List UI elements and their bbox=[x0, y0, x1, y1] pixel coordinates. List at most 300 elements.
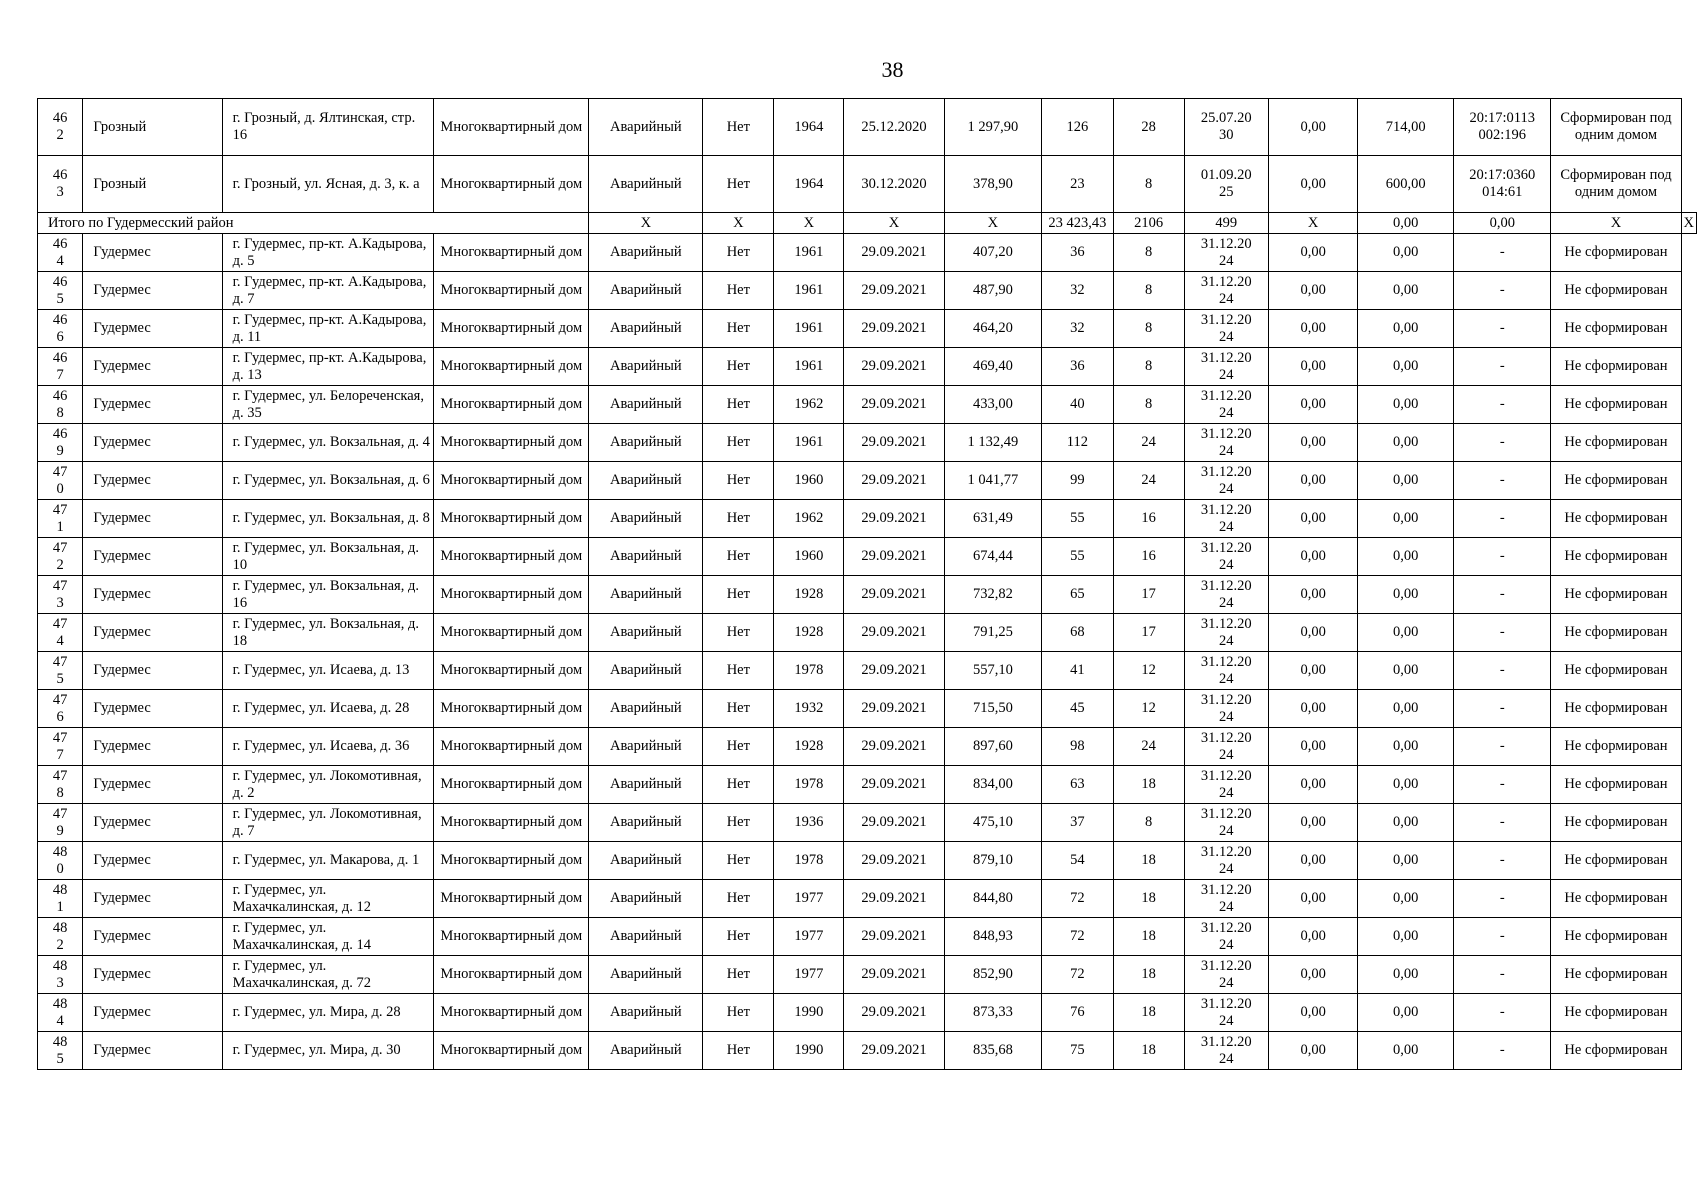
apartments-cell: 24 bbox=[1113, 424, 1184, 462]
building-type-cell: Многоквартирный дом bbox=[434, 99, 589, 156]
table-row bbox=[38, 156, 1697, 213]
table-row bbox=[38, 272, 1697, 310]
area-cell: 433,00 bbox=[944, 386, 1042, 424]
planned-removal-cell: Нет bbox=[703, 652, 774, 690]
land-status-cell: Не сформирован bbox=[1551, 842, 1681, 880]
table-row bbox=[38, 424, 1697, 462]
cost-a-cell: 0,00 bbox=[1268, 156, 1358, 213]
building-type-cell: Многоквартирный дом bbox=[434, 652, 589, 690]
planned-removal-cell: Нет bbox=[703, 538, 774, 576]
total-cell: 23 423,43 bbox=[1042, 213, 1113, 234]
cadastral-number-cell: - bbox=[1454, 234, 1551, 272]
residents-cell: 72 bbox=[1042, 880, 1113, 918]
cost-b-cell: 0,00 bbox=[1358, 462, 1454, 500]
residents-cell: 36 bbox=[1042, 234, 1113, 272]
recognition-date-cell: 29.09.2021 bbox=[844, 918, 944, 956]
cadastral-number-cell: - bbox=[1454, 310, 1551, 348]
land-status-cell: Не сформирован bbox=[1551, 690, 1681, 728]
planned-removal-cell: Нет bbox=[703, 1032, 774, 1070]
recognition-date-cell: 29.09.2021 bbox=[844, 994, 944, 1032]
residents-cell: 45 bbox=[1042, 690, 1113, 728]
municipality-cell: Гудермес bbox=[83, 310, 222, 348]
condition-cell: Аварийный bbox=[589, 918, 703, 956]
table-row bbox=[38, 576, 1697, 614]
resettlement-date-cell: 31.12.20 24 bbox=[1184, 728, 1268, 766]
cost-a-cell: 0,00 bbox=[1268, 462, 1358, 500]
table-row bbox=[38, 500, 1697, 538]
area-cell: 897,60 bbox=[944, 728, 1042, 766]
resettlement-date-cell: 01.09.20 25 bbox=[1184, 156, 1268, 213]
recognition-date-cell: 29.09.2021 bbox=[844, 880, 944, 918]
residents-cell: 75 bbox=[1042, 1032, 1113, 1070]
cost-b-cell: 0,00 bbox=[1358, 272, 1454, 310]
condition-cell: Аварийный bbox=[589, 386, 703, 424]
cost-b-cell: 0,00 bbox=[1358, 918, 1454, 956]
building-type-cell: Многоквартирный дом bbox=[434, 690, 589, 728]
area-cell: 879,10 bbox=[944, 842, 1042, 880]
cadastral-number-cell: - bbox=[1454, 386, 1551, 424]
municipality-cell: Гудермес bbox=[83, 272, 222, 310]
cadastral-number-cell: - bbox=[1454, 500, 1551, 538]
total-cell: Х bbox=[944, 213, 1042, 234]
area-cell: 464,20 bbox=[944, 310, 1042, 348]
area-cell: 1 297,90 bbox=[944, 99, 1042, 156]
land-status-cell: Не сформирован bbox=[1551, 614, 1681, 652]
district-total-group bbox=[38, 213, 1697, 234]
build-year-cell: 1961 bbox=[774, 310, 844, 348]
build-year-cell: 1928 bbox=[774, 728, 844, 766]
cadastral-number-cell: - bbox=[1454, 766, 1551, 804]
resettlement-date-cell: 31.12.20 24 bbox=[1184, 956, 1268, 994]
residents-cell: 55 bbox=[1042, 500, 1113, 538]
table-row bbox=[38, 994, 1697, 1032]
cost-a-cell: 0,00 bbox=[1268, 576, 1358, 614]
residents-cell: 68 bbox=[1042, 614, 1113, 652]
table-row bbox=[38, 614, 1697, 652]
cost-b-cell: 0,00 bbox=[1358, 766, 1454, 804]
table-row bbox=[38, 386, 1697, 424]
recognition-date-cell: 29.09.2021 bbox=[844, 424, 944, 462]
cadastral-number-cell: - bbox=[1454, 348, 1551, 386]
row-number-cell: 47 4 bbox=[38, 614, 83, 652]
building-type-cell: Многоквартирный дом bbox=[434, 386, 589, 424]
resettlement-date-cell: 31.12.20 24 bbox=[1184, 424, 1268, 462]
address-cell: г. Гудермес, ул. Вокзальная, д. 4 bbox=[222, 424, 434, 462]
municipality-cell: Гудермес bbox=[83, 1032, 222, 1070]
municipality-cell: Гудермес bbox=[83, 880, 222, 918]
build-year-cell: 1961 bbox=[774, 234, 844, 272]
row-number-cell: 47 8 bbox=[38, 766, 83, 804]
resettlement-date-cell: 31.12.20 24 bbox=[1184, 310, 1268, 348]
municipality-cell: Гудермес bbox=[83, 386, 222, 424]
residents-cell: 72 bbox=[1042, 956, 1113, 994]
residents-cell: 41 bbox=[1042, 652, 1113, 690]
apartments-cell: 18 bbox=[1113, 956, 1184, 994]
planned-removal-cell: Нет bbox=[703, 156, 774, 213]
row-number-cell: 47 7 bbox=[38, 728, 83, 766]
land-status-cell: Не сформирован bbox=[1551, 538, 1681, 576]
resettlement-date-cell: 31.12.20 24 bbox=[1184, 462, 1268, 500]
municipality-cell: Гудермес bbox=[83, 918, 222, 956]
row-number-cell: 47 0 bbox=[38, 462, 83, 500]
cadastral-number-cell: - bbox=[1454, 728, 1551, 766]
municipality-cell: Гудермес bbox=[83, 652, 222, 690]
planned-removal-cell: Нет bbox=[703, 994, 774, 1032]
cost-a-cell: 0,00 bbox=[1268, 272, 1358, 310]
cadastral-number-cell: - bbox=[1454, 424, 1551, 462]
planned-removal-cell: Нет bbox=[703, 842, 774, 880]
apartments-cell: 8 bbox=[1113, 348, 1184, 386]
condition-cell: Аварийный bbox=[589, 576, 703, 614]
municipality-cell: Гудермес bbox=[83, 842, 222, 880]
municipality-cell: Гудермес bbox=[83, 690, 222, 728]
resettlement-date-cell: 31.12.20 24 bbox=[1184, 234, 1268, 272]
land-status-cell: Сформирован под одним домом bbox=[1551, 156, 1681, 213]
recognition-date-cell: 29.09.2021 bbox=[844, 690, 944, 728]
apartments-cell: 16 bbox=[1113, 538, 1184, 576]
resettlement-date-cell: 31.12.20 24 bbox=[1184, 652, 1268, 690]
land-status-cell: Не сформирован bbox=[1551, 918, 1681, 956]
cost-a-cell: 0,00 bbox=[1268, 1032, 1358, 1070]
area-cell: 715,50 bbox=[944, 690, 1042, 728]
cost-b-cell: 0,00 bbox=[1358, 690, 1454, 728]
planned-removal-cell: Нет bbox=[703, 728, 774, 766]
apartments-cell: 17 bbox=[1113, 576, 1184, 614]
cost-a-cell: 0,00 bbox=[1268, 728, 1358, 766]
municipality-cell: Гудермес bbox=[83, 994, 222, 1032]
planned-removal-cell: Нет bbox=[703, 804, 774, 842]
residents-cell: 54 bbox=[1042, 842, 1113, 880]
area-cell: 834,00 bbox=[944, 766, 1042, 804]
municipality-cell: Гудермес bbox=[83, 424, 222, 462]
cadastral-number-cell: - bbox=[1454, 576, 1551, 614]
condition-cell: Аварийный bbox=[589, 690, 703, 728]
municipality-cell: Грозный bbox=[83, 156, 222, 213]
apartments-cell: 8 bbox=[1113, 804, 1184, 842]
area-cell: 1 041,77 bbox=[944, 462, 1042, 500]
land-status-cell: Не сформирован bbox=[1551, 728, 1681, 766]
building-type-cell: Многоквартирный дом bbox=[434, 804, 589, 842]
cost-a-cell: 0,00 bbox=[1268, 652, 1358, 690]
municipality-cell: Гудермес bbox=[83, 576, 222, 614]
build-year-cell: 1928 bbox=[774, 614, 844, 652]
cost-b-cell: 0,00 bbox=[1358, 500, 1454, 538]
recognition-date-cell: 29.09.2021 bbox=[844, 538, 944, 576]
cadastral-number-cell: - bbox=[1454, 614, 1551, 652]
apartments-cell: 18 bbox=[1113, 766, 1184, 804]
build-year-cell: 1990 bbox=[774, 1032, 844, 1070]
table-row bbox=[38, 804, 1697, 842]
address-cell: г. Гудермес, ул. Махачкалинская, д. 12 bbox=[222, 880, 434, 918]
condition-cell: Аварийный bbox=[589, 156, 703, 213]
table-row bbox=[38, 99, 1697, 156]
build-year-cell: 1962 bbox=[774, 386, 844, 424]
resettlement-date-cell: 31.12.20 24 bbox=[1184, 272, 1268, 310]
cadastral-number-cell: - bbox=[1454, 918, 1551, 956]
cadastral-number-cell: - bbox=[1454, 652, 1551, 690]
apartments-cell: 18 bbox=[1113, 994, 1184, 1032]
cost-a-cell: 0,00 bbox=[1268, 956, 1358, 994]
area-cell: 631,49 bbox=[944, 500, 1042, 538]
row-number-cell: 48 4 bbox=[38, 994, 83, 1032]
district-total-row bbox=[38, 213, 1697, 234]
building-type-cell: Многоквартирный дом bbox=[434, 766, 589, 804]
address-cell: г. Грозный, ул. Ясная, д. 3, к. а bbox=[222, 156, 434, 213]
total-cell: Х bbox=[589, 213, 703, 234]
address-cell: г. Гудермес, ул. Вокзальная, д. 10 bbox=[222, 538, 434, 576]
recognition-date-cell: 29.09.2021 bbox=[844, 766, 944, 804]
building-type-cell: Многоквартирный дом bbox=[434, 614, 589, 652]
building-type-cell: Многоквартирный дом bbox=[434, 462, 589, 500]
resettlement-date-cell: 31.12.20 24 bbox=[1184, 842, 1268, 880]
build-year-cell: 1960 bbox=[774, 538, 844, 576]
condition-cell: Аварийный bbox=[589, 348, 703, 386]
address-cell: г. Гудермес, ул. Локомотивная, д. 2 bbox=[222, 766, 434, 804]
total-cell: Х bbox=[1681, 213, 1696, 234]
address-cell: г. Гудермес, ул. Вокзальная, д. 8 bbox=[222, 500, 434, 538]
condition-cell: Аварийный bbox=[589, 994, 703, 1032]
address-cell: г. Гудермес, пр-кт. А.Кадырова, д. 11 bbox=[222, 310, 434, 348]
apartments-cell: 18 bbox=[1113, 1032, 1184, 1070]
total-cell: Х bbox=[1551, 213, 1681, 234]
cost-b-cell: 0,00 bbox=[1358, 386, 1454, 424]
cost-b-cell: 0,00 bbox=[1358, 804, 1454, 842]
resettlement-date-cell: 31.12.20 24 bbox=[1184, 500, 1268, 538]
cadastral-number-cell: - bbox=[1454, 880, 1551, 918]
table-row bbox=[38, 956, 1697, 994]
recognition-date-cell: 29.09.2021 bbox=[844, 310, 944, 348]
land-status-cell: Не сформирован bbox=[1551, 804, 1681, 842]
planned-removal-cell: Нет bbox=[703, 918, 774, 956]
table-row bbox=[38, 234, 1697, 272]
land-status-cell: Не сформирован bbox=[1551, 1032, 1681, 1070]
apartments-cell: 24 bbox=[1113, 728, 1184, 766]
cost-b-cell: 0,00 bbox=[1358, 614, 1454, 652]
land-status-cell: Не сформирован bbox=[1551, 500, 1681, 538]
condition-cell: Аварийный bbox=[589, 804, 703, 842]
municipality-cell: Гудермес bbox=[83, 538, 222, 576]
recognition-date-cell: 29.09.2021 bbox=[844, 956, 944, 994]
apartments-cell: 18 bbox=[1113, 842, 1184, 880]
planned-removal-cell: Нет bbox=[703, 576, 774, 614]
cost-a-cell: 0,00 bbox=[1268, 766, 1358, 804]
cost-a-cell: 0,00 bbox=[1268, 234, 1358, 272]
cost-a-cell: 0,00 bbox=[1268, 690, 1358, 728]
cadastral-number-cell: - bbox=[1454, 842, 1551, 880]
rows-after-group bbox=[38, 234, 1697, 1070]
planned-removal-cell: Нет bbox=[703, 99, 774, 156]
area-cell: 487,90 bbox=[944, 272, 1042, 310]
rows-before-group bbox=[38, 99, 1697, 213]
planned-removal-cell: Нет bbox=[703, 690, 774, 728]
building-type-cell: Многоквартирный дом bbox=[434, 1032, 589, 1070]
recognition-date-cell: 29.09.2021 bbox=[844, 728, 944, 766]
total-cell: Х bbox=[1268, 213, 1358, 234]
land-status-cell: Не сформирован bbox=[1551, 272, 1681, 310]
total-label: Итого по Гудермесский район bbox=[38, 213, 589, 234]
build-year-cell: 1977 bbox=[774, 880, 844, 918]
build-year-cell: 1961 bbox=[774, 348, 844, 386]
row-number-cell: 47 6 bbox=[38, 690, 83, 728]
build-year-cell: 1977 bbox=[774, 918, 844, 956]
address-cell: г. Гудермес, пр-кт. А.Кадырова, д. 13 bbox=[222, 348, 434, 386]
resettlement-date-cell: 31.12.20 24 bbox=[1184, 386, 1268, 424]
cost-b-cell: 0,00 bbox=[1358, 538, 1454, 576]
table-row bbox=[38, 918, 1697, 956]
land-status-cell: Не сформирован bbox=[1551, 880, 1681, 918]
area-cell: 848,93 bbox=[944, 918, 1042, 956]
planned-removal-cell: Нет bbox=[703, 880, 774, 918]
recognition-date-cell: 29.09.2021 bbox=[844, 386, 944, 424]
build-year-cell: 1960 bbox=[774, 462, 844, 500]
apartments-cell: 17 bbox=[1113, 614, 1184, 652]
residents-cell: 65 bbox=[1042, 576, 1113, 614]
build-year-cell: 1928 bbox=[774, 576, 844, 614]
address-cell: г. Гудермес, ул. Локомотивная, д. 7 bbox=[222, 804, 434, 842]
condition-cell: Аварийный bbox=[589, 99, 703, 156]
land-status-cell: Не сформирован bbox=[1551, 234, 1681, 272]
build-year-cell: 1990 bbox=[774, 994, 844, 1032]
cost-b-cell: 0,00 bbox=[1358, 576, 1454, 614]
area-cell: 732,82 bbox=[944, 576, 1042, 614]
building-type-cell: Многоквартирный дом bbox=[434, 842, 589, 880]
building-type-cell: Многоквартирный дом bbox=[434, 272, 589, 310]
address-cell: г. Гудермес, ул. Мира, д. 28 bbox=[222, 994, 434, 1032]
cost-b-cell: 0,00 bbox=[1358, 234, 1454, 272]
row-number-cell: 46 7 bbox=[38, 348, 83, 386]
cost-a-cell: 0,00 bbox=[1268, 348, 1358, 386]
resettlement-date-cell: 31.12.20 24 bbox=[1184, 576, 1268, 614]
residents-cell: 55 bbox=[1042, 538, 1113, 576]
cadastral-number-cell: 20:17:0113 002:196 bbox=[1454, 99, 1551, 156]
resettlement-date-cell: 31.12.20 24 bbox=[1184, 348, 1268, 386]
build-year-cell: 1932 bbox=[774, 690, 844, 728]
condition-cell: Аварийный bbox=[589, 614, 703, 652]
cost-b-cell: 0,00 bbox=[1358, 348, 1454, 386]
row-number-cell: 47 1 bbox=[38, 500, 83, 538]
address-cell: г. Гудермес, ул. Белореченская, д. 35 bbox=[222, 386, 434, 424]
row-number-cell: 47 9 bbox=[38, 804, 83, 842]
residents-cell: 112 bbox=[1042, 424, 1113, 462]
municipality-cell: Гудермес bbox=[83, 348, 222, 386]
build-year-cell: 1978 bbox=[774, 766, 844, 804]
planned-removal-cell: Нет bbox=[703, 424, 774, 462]
address-cell: г. Гудермес, ул. Вокзальная, д. 6 bbox=[222, 462, 434, 500]
area-cell: 674,44 bbox=[944, 538, 1042, 576]
cost-a-cell: 0,00 bbox=[1268, 386, 1358, 424]
housing-registry-table bbox=[37, 98, 1697, 1070]
cost-a-cell: 0,00 bbox=[1268, 842, 1358, 880]
area-cell: 1 132,49 bbox=[944, 424, 1042, 462]
residents-cell: 126 bbox=[1042, 99, 1113, 156]
land-status-cell: Не сформирован bbox=[1551, 348, 1681, 386]
condition-cell: Аварийный bbox=[589, 424, 703, 462]
resettlement-date-cell: 31.12.20 24 bbox=[1184, 918, 1268, 956]
cost-a-cell: 0,00 bbox=[1268, 994, 1358, 1032]
land-status-cell: Не сформирован bbox=[1551, 576, 1681, 614]
recognition-date-cell: 29.09.2021 bbox=[844, 500, 944, 538]
planned-removal-cell: Нет bbox=[703, 766, 774, 804]
resettlement-date-cell: 31.12.20 24 bbox=[1184, 690, 1268, 728]
planned-removal-cell: Нет bbox=[703, 614, 774, 652]
residents-cell: 98 bbox=[1042, 728, 1113, 766]
cost-b-cell: 0,00 bbox=[1358, 652, 1454, 690]
area-cell: 835,68 bbox=[944, 1032, 1042, 1070]
residents-cell: 37 bbox=[1042, 804, 1113, 842]
total-cell: 2106 bbox=[1113, 213, 1184, 234]
cost-a-cell: 0,00 bbox=[1268, 538, 1358, 576]
recognition-date-cell: 29.09.2021 bbox=[844, 576, 944, 614]
apartments-cell: 8 bbox=[1113, 310, 1184, 348]
cost-b-cell: 0,00 bbox=[1358, 728, 1454, 766]
area-cell: 378,90 bbox=[944, 156, 1042, 213]
recognition-date-cell: 29.09.2021 bbox=[844, 614, 944, 652]
row-number-cell: 48 0 bbox=[38, 842, 83, 880]
address-cell: г. Гудермес, ул. Исаева, д. 28 bbox=[222, 690, 434, 728]
cost-a-cell: 0,00 bbox=[1268, 424, 1358, 462]
table-row bbox=[38, 310, 1697, 348]
table-row bbox=[38, 880, 1697, 918]
cadastral-number-cell: - bbox=[1454, 272, 1551, 310]
cadastral-number-cell: - bbox=[1454, 956, 1551, 994]
cost-a-cell: 0,00 bbox=[1268, 99, 1358, 156]
cadastral-number-cell: - bbox=[1454, 994, 1551, 1032]
cost-a-cell: 0,00 bbox=[1268, 500, 1358, 538]
address-cell: г. Гудермес, ул. Махачкалинская, д. 72 bbox=[222, 956, 434, 994]
table-row bbox=[38, 652, 1697, 690]
condition-cell: Аварийный bbox=[589, 956, 703, 994]
apartments-cell: 28 bbox=[1113, 99, 1184, 156]
building-type-cell: Многоквартирный дом bbox=[434, 994, 589, 1032]
row-number-cell: 46 3 bbox=[38, 156, 83, 213]
recognition-date-cell: 29.09.2021 bbox=[844, 462, 944, 500]
table-row bbox=[38, 690, 1697, 728]
cadastral-number-cell: - bbox=[1454, 538, 1551, 576]
apartments-cell: 8 bbox=[1113, 386, 1184, 424]
building-type-cell: Многоквартирный дом bbox=[434, 956, 589, 994]
resettlement-date-cell: 31.12.20 24 bbox=[1184, 1032, 1268, 1070]
apartments-cell: 18 bbox=[1113, 880, 1184, 918]
row-number-cell: 48 5 bbox=[38, 1032, 83, 1070]
municipality-cell: Грозный bbox=[83, 99, 222, 156]
cost-a-cell: 0,00 bbox=[1268, 310, 1358, 348]
row-number-cell: 46 5 bbox=[38, 272, 83, 310]
land-status-cell: Сформирован под одним домом bbox=[1551, 99, 1681, 156]
condition-cell: Аварийный bbox=[589, 310, 703, 348]
total-cell: 0,00 bbox=[1454, 213, 1551, 234]
building-type-cell: Многоквартирный дом bbox=[434, 424, 589, 462]
total-cell: Х bbox=[703, 213, 774, 234]
building-type-cell: Многоквартирный дом bbox=[434, 880, 589, 918]
planned-removal-cell: Нет bbox=[703, 500, 774, 538]
apartments-cell: 18 bbox=[1113, 918, 1184, 956]
row-number-cell: 48 1 bbox=[38, 880, 83, 918]
cadastral-number-cell: - bbox=[1454, 804, 1551, 842]
condition-cell: Аварийный bbox=[589, 272, 703, 310]
building-type-cell: Многоквартирный дом bbox=[434, 156, 589, 213]
build-year-cell: 1962 bbox=[774, 500, 844, 538]
cost-b-cell: 0,00 bbox=[1358, 1032, 1454, 1070]
residents-cell: 99 bbox=[1042, 462, 1113, 500]
apartments-cell: 24 bbox=[1113, 462, 1184, 500]
condition-cell: Аварийный bbox=[589, 1032, 703, 1070]
table-row bbox=[38, 348, 1697, 386]
apartments-cell: 12 bbox=[1113, 690, 1184, 728]
apartments-cell: 8 bbox=[1113, 156, 1184, 213]
land-status-cell: Не сформирован bbox=[1551, 956, 1681, 994]
area-cell: 852,90 bbox=[944, 956, 1042, 994]
municipality-cell: Гудермес bbox=[83, 234, 222, 272]
